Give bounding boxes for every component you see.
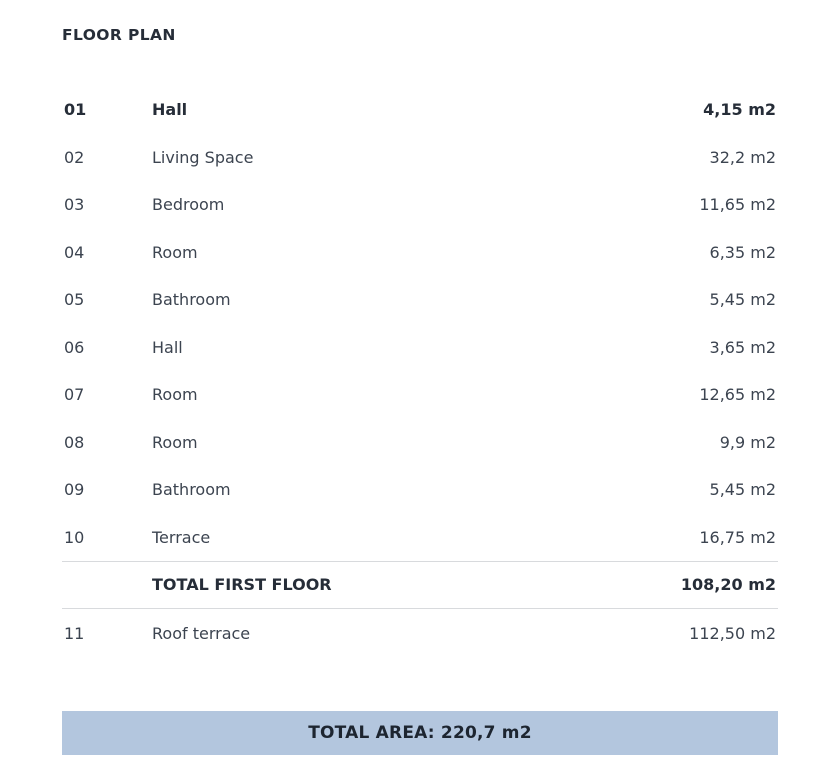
room-number: 05 [64,290,85,310]
room-name: Hall [152,100,188,120]
room-name: Terrace [152,527,211,547]
room-number: 11 [64,624,85,643]
room-area: 32,2 m2 [709,147,776,167]
table-row [62,609,778,657]
subtotal-label: TOTAL FIRST FLOOR [152,561,558,609]
subtotal-area: 108,20 m2 [558,561,778,609]
room-area: 11,65 m2 [699,195,776,215]
room-number: 01 [64,100,87,120]
room-area-table [62,86,778,656]
room-area-table-body [62,86,778,656]
room-number: 03 [64,195,85,215]
table-row [62,229,778,277]
total-area-label: TOTAL AREA: 220,7 m2 [308,723,532,743]
room-number: 09 [64,480,85,500]
room-area: 12,65 m2 [699,385,776,405]
table-row [62,466,778,514]
table-row [62,276,778,324]
room-name: Room [152,242,198,262]
room-area: 9,9 m2 [719,432,776,452]
table-row [62,324,778,372]
subtotal-row [62,561,778,609]
page-title: FLOOR PLAN [62,26,176,44]
table-row [62,134,778,182]
room-area: 5,45 m2 [709,290,776,310]
table-row [62,419,778,467]
room-area: 6,35 m2 [709,242,776,262]
room-name: Bathroom [152,290,231,310]
room-area: 16,75 m2 [699,527,776,547]
room-name: Hall [152,337,183,357]
subtotal-number [62,561,152,609]
room-number: 06 [64,337,85,357]
table-row [62,86,778,134]
table-row [62,371,778,419]
room-number: 04 [64,242,85,262]
room-number: 10 [64,527,85,547]
table-row [62,514,778,562]
room-name: Room [152,432,198,452]
room-number: 07 [64,385,85,405]
total-area-banner [62,711,778,755]
room-name: Living Space [152,147,254,167]
room-area: 112,50 m2 [689,624,776,643]
room-area: 3,65 m2 [709,337,776,357]
room-name: Roof terrace [152,624,251,643]
room-number: 08 [64,432,85,452]
room-name: Bathroom [152,480,231,500]
room-name: Room [152,385,198,405]
room-number: 02 [64,147,85,167]
room-area: 5,45 m2 [709,480,776,500]
room-name: Bedroom [152,195,225,215]
room-area: 4,15 m2 [703,100,776,120]
table-row [62,181,778,229]
